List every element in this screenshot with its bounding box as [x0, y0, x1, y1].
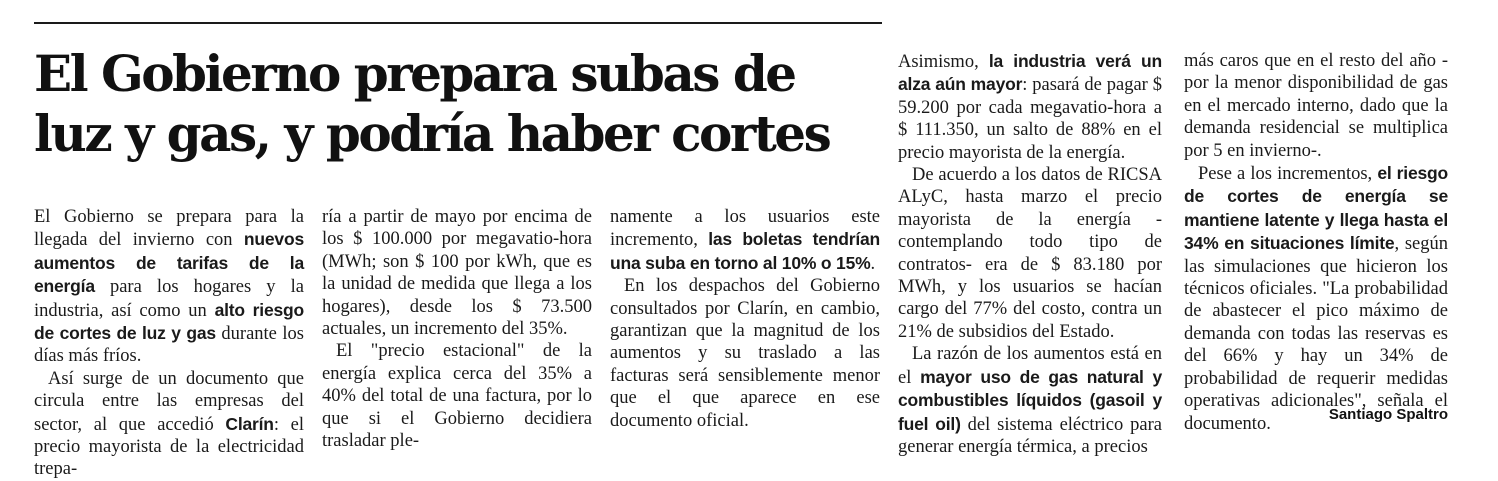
top-rule: [34, 22, 882, 24]
paragraph: [610, 206, 880, 275]
paragraph: [898, 164, 1162, 343]
body-text: En los despachos del Gobierno consultados por Clarín, en cambio, garantizan que la magnitud de los aumentos y su traslado a las facturas será sensiblemente menor que el que aparece en ese documento oficial.: [610, 276, 880, 431]
body-text: para los hogares y la industria, así como un: [34, 277, 304, 321]
body-text: El "precio estacional" de la energía explica cerca del 35% a 40% del total de una factura, por lo que si el Gobierno decidiera trasladar ple-: [322, 341, 592, 452]
paragraph: [322, 206, 592, 340]
article-column-4: [898, 50, 1162, 458]
paragraph: [898, 50, 1162, 164]
body-text: .: [870, 253, 876, 274]
body-text: durante los días más fríos.: [34, 324, 304, 367]
body-text: : el precio mayorista de la electricidad trepa-: [34, 414, 305, 480]
body-text: De acuerdo a los datos de RICSA ALyC, hasta marzo el precio mayorista de la energía -contemplando todo tipo de contratos- era de $ 83.180 por MWh, y los usuarios se hacían cargo del 77% del costo, contra un 21% de subsidios del Estado.: [898, 165, 1162, 342]
bold-text: nuevos aumentos de tarifas de la energía: [34, 229, 304, 297]
article-column-3: [610, 206, 880, 432]
paragraph: [610, 275, 880, 432]
paragraph: [34, 206, 304, 368]
article-column-5: [1184, 50, 1448, 435]
bold-text: el riesgo de cortes de energía se mantiene latente y llega hasta el 34% en situaciones límite: [1184, 163, 1448, 254]
bold-text: las boletas tendrían una suba en torno al 10% o 15%: [610, 229, 881, 273]
body-text: Así surge de un documento que circula entre las empresas del sector, al que accedió: [34, 368, 304, 435]
body-text: La razón de los aumentos está en el: [898, 344, 1162, 388]
bold-text: Clarín: [225, 413, 274, 434]
body-text: ría a partir de mayo por encima de los $ 100.000 por megavatio-hora (MWh; son $ 100 por kWh, que es la unidad de medida que llega a los hogares), desde los $ 73.500 actuales, un incremento del 35%.: [322, 207, 592, 340]
paragraph: [898, 343, 1162, 458]
paragraph: [1184, 50, 1448, 162]
paragraph: [34, 368, 304, 481]
headline: El Gobierno prepara subas de luz y gas, y podría haber cortes: [34, 44, 830, 163]
body-text: , según las simulaciones que hicieron los técnicos oficiales. "La probabilidad de abastecer el pico máximo de demanda con todas las reservas es del 66% y hay un 34% de probabilidad de requerir medidas operativas adicionales", señala el documento.: [1184, 234, 1448, 434]
body-text: El Gobierno se prepara para la llegada del invierno con: [34, 207, 304, 251]
body-text: namente a los usuarios este incremento,: [610, 207, 880, 251]
body-text: Asimismo,: [898, 52, 989, 72]
article-column-1: [34, 206, 304, 481]
body-text: Pese a los incrementos,: [1198, 164, 1378, 185]
article-column-2: [322, 206, 592, 452]
bold-text: la industria verá un alza aún mayor: [898, 51, 1162, 95]
bold-text: mayor uso de gas natural y combustibles líquidos (gasoil y fuel oil): [898, 366, 1162, 434]
body-text: del sistema eléctrico para generar energía térmica, a precios: [898, 414, 1162, 457]
bold-text: alto riesgo de cortes de luz y gas: [34, 299, 304, 344]
body-text: más caros que en el resto del año -por la menor disponibilidad de gas en el mercado interno, dado que la demanda residencial se multiplica por 5 en invierno-.: [1184, 51, 1448, 161]
paragraph: [1184, 162, 1448, 435]
body-text: : pasará de pagar $ 59.200 por cada megavatio-hora a $ 111.350, un salto de 88% en el precio mayorista de la energía.: [898, 75, 1162, 163]
byline: Santiago Spaltro: [1328, 406, 1448, 423]
paragraph: [322, 340, 592, 452]
